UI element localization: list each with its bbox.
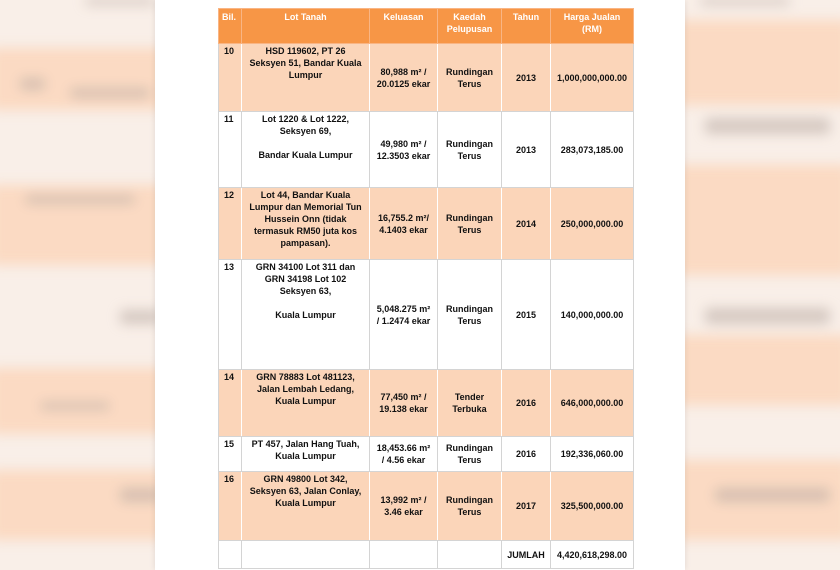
header-bil: Bil. xyxy=(219,9,242,44)
blurred-background-text xyxy=(20,78,45,90)
blurred-band xyxy=(685,165,840,275)
table-row xyxy=(219,112,634,188)
blurred-background-right xyxy=(685,0,840,570)
table-row xyxy=(219,260,634,370)
blurred-background-text xyxy=(120,310,155,324)
total-label: JUMLAH xyxy=(502,541,551,569)
blurred-band xyxy=(685,335,840,405)
cell-bil: 12 xyxy=(219,188,242,260)
blurred-band xyxy=(0,368,155,434)
cell-kaedah: Rundingan Terus xyxy=(438,437,502,472)
blurred-background-text xyxy=(120,488,155,502)
cell-lot-tanah: GRN 49800 Lot 342, Seksyen 63, Jalan Conlay, Kuala Lumpur xyxy=(242,472,370,541)
blur-layer xyxy=(0,0,155,570)
cell-lot-tanah: GRN 78883 Lot 481123, Jalan Lembah Ledang, Kuala Lumpur xyxy=(242,370,370,437)
blurred-background-text xyxy=(705,118,830,134)
cell-keluasan: 16,755.2 m²/ 4.1403 ekar xyxy=(370,188,438,260)
header-kaedah-pelupusan: Kaedah Pelupusan xyxy=(438,9,502,44)
blur-layer xyxy=(685,0,840,570)
cell-kaedah: Rundingan Terus xyxy=(438,112,502,188)
header-lot-tanah: Lot Tanah xyxy=(242,9,370,44)
blurred-background-text xyxy=(25,195,135,204)
cell-lot-tanah: Lot 44, Bandar Kuala Lumpur dan Memorial Tun Hussein Onn (tidak termasuk RM50 juta kos pampasan). xyxy=(242,188,370,260)
cell-keluasan: 77,450 m² / 19.138 ekar xyxy=(370,370,438,437)
blurred-background-text xyxy=(705,308,830,324)
cell-harga: 1,000,000,000.00 xyxy=(551,44,634,112)
header-harga-jualan: Harga Jualan (RM) xyxy=(551,9,634,44)
cell-bil: 13 xyxy=(219,260,242,370)
cell-bil-empty xyxy=(219,541,242,569)
table-header-row xyxy=(219,9,634,44)
cell-lot-tanah-empty xyxy=(242,541,370,569)
cell-kaedah: Tender Terbuka xyxy=(438,370,502,437)
cell-harga: 192,336,060.00 xyxy=(551,437,634,472)
cell-tahun: 2016 xyxy=(502,437,551,472)
cell-kaedah: Rundingan Terus xyxy=(438,44,502,112)
cell-keluasan: 18,453.66 m² / 4.56 ekar xyxy=(370,437,438,472)
cell-tahun: 2014 xyxy=(502,188,551,260)
blurred-background-text xyxy=(85,0,155,5)
blurred-background-text xyxy=(715,488,830,502)
blurred-background-text xyxy=(70,88,150,98)
cell-harga: 283,073,185.00 xyxy=(551,112,634,188)
cell-keluasan: 13,992 m² / 3.46 ekar xyxy=(370,472,438,541)
document-page xyxy=(155,0,685,570)
header-keluasan: Keluasan xyxy=(370,9,438,44)
cell-lot-tanah: Lot 1220 & Lot 1222, Seksyen 69, Bandar Kuala Lumpur xyxy=(242,112,370,188)
cell-tahun: 2016 xyxy=(502,370,551,437)
cell-kaedah-empty xyxy=(438,541,502,569)
blurred-background-text xyxy=(40,402,110,410)
cell-lot-tanah: HSD 119602, PT 26 Seksyen 51, Bandar Kuala Lumpur xyxy=(242,44,370,112)
cell-kaedah: Rundingan Terus xyxy=(438,260,502,370)
cell-bil: 16 xyxy=(219,472,242,541)
land-sales-table xyxy=(218,8,634,569)
table-row xyxy=(219,188,634,260)
cell-tahun: 2017 xyxy=(502,472,551,541)
cell-harga: 646,000,000.00 xyxy=(551,370,634,437)
cell-kaedah: Rundingan Terus xyxy=(438,188,502,260)
cell-tahun: 2013 xyxy=(502,112,551,188)
header-tahun: Tahun xyxy=(502,9,551,44)
cell-bil: 14 xyxy=(219,370,242,437)
cell-harga: 325,500,000.00 xyxy=(551,472,634,541)
table-row xyxy=(219,437,634,472)
blurred-background-left xyxy=(0,0,155,570)
cell-harga: 250,000,000.00 xyxy=(551,188,634,260)
blurred-band xyxy=(0,470,155,540)
cell-harga: 140,000,000.00 xyxy=(551,260,634,370)
table-row xyxy=(219,44,634,112)
table-total-row xyxy=(219,541,634,569)
table-row xyxy=(219,472,634,541)
blurred-background-text xyxy=(700,0,790,5)
cell-tahun: 2013 xyxy=(502,44,551,112)
cell-keluasan: 80,988 m² / 20.0125 ekar xyxy=(370,44,438,112)
total-value: 4,420,618,298.00 xyxy=(551,541,634,569)
cell-bil: 10 xyxy=(219,44,242,112)
blurred-band xyxy=(685,20,840,105)
cell-kaedah: Rundingan Terus xyxy=(438,472,502,541)
cell-tahun: 2015 xyxy=(502,260,551,370)
table-row xyxy=(219,370,634,437)
cell-lot-tanah: PT 457, Jalan Hang Tuah, Kuala Lumpur xyxy=(242,437,370,472)
cell-keluasan: 5,048.275 m² / 1.2474 ekar xyxy=(370,260,438,370)
cell-bil: 15 xyxy=(219,437,242,472)
cell-keluasan: 49,980 m² / 12.3503 ekar xyxy=(370,112,438,188)
cell-lot-tanah: GRN 34100 Lot 311 dan GRN 34198 Lot 102 Seksyen 63, Kuala Lumpur xyxy=(242,260,370,370)
cell-bil: 11 xyxy=(219,112,242,188)
cell-keluasan-empty xyxy=(370,541,438,569)
